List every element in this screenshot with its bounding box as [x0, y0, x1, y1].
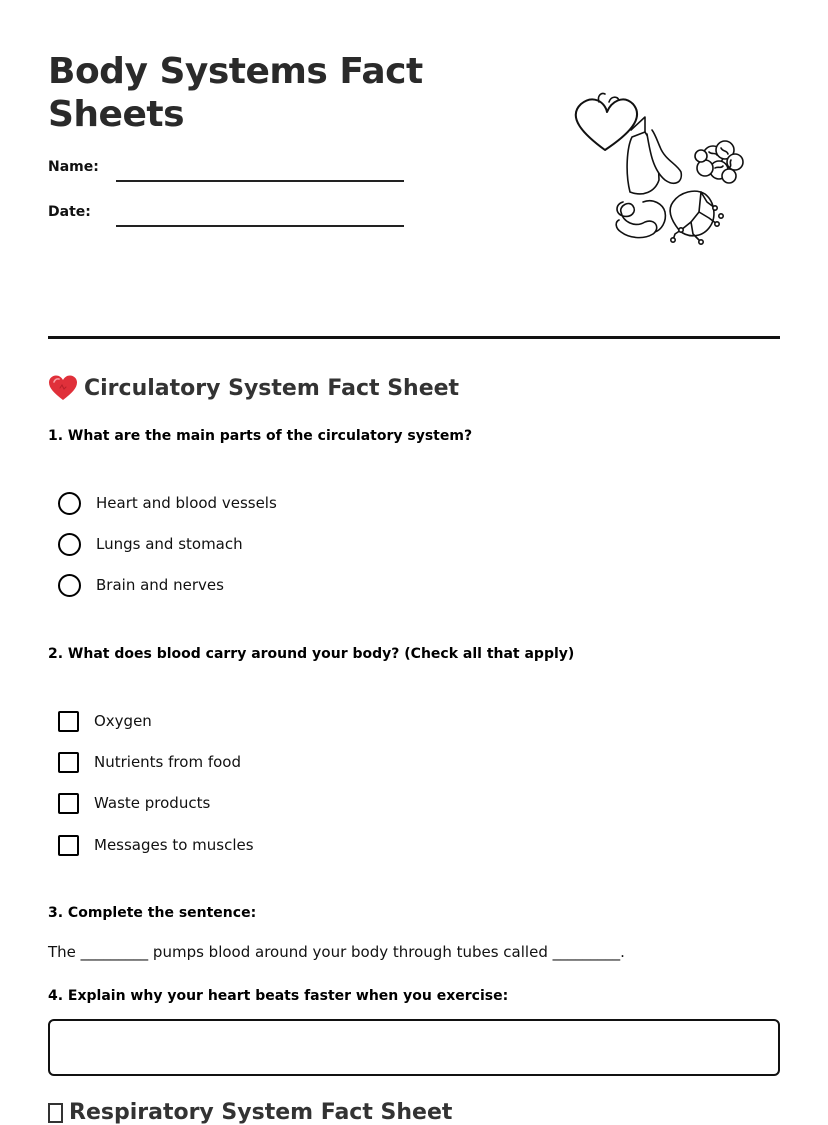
- date-label: Date:: [48, 204, 91, 220]
- q1-option-2[interactable]: [58, 532, 243, 556]
- name-field[interactable]: [116, 180, 404, 182]
- respiratory-title-text: Respiratory System Fact Sheet: [69, 1100, 453, 1125]
- radio-button[interactable]: [58, 492, 81, 515]
- option-label: Oxygen: [94, 712, 152, 730]
- option-label: Nutrients from food: [94, 753, 241, 771]
- circulatory-title-text: Circulatory System Fact Sheet: [84, 375, 460, 401]
- respiratory-section-title: [48, 1100, 452, 1125]
- circulatory-section-title: [48, 374, 459, 402]
- q1-option-3[interactable]: [58, 573, 224, 597]
- radio-button[interactable]: [58, 533, 81, 556]
- option-label: Messages to muscles: [94, 836, 254, 854]
- checkbox[interactable]: [58, 752, 79, 773]
- q2-option-1[interactable]: [58, 709, 152, 733]
- option-label: Heart and blood vessels: [96, 494, 277, 512]
- q2-option-2[interactable]: [58, 750, 241, 774]
- option-label: Lungs and stomach: [96, 535, 243, 553]
- q2-option-4[interactable]: [58, 833, 254, 857]
- section-divider: [48, 336, 780, 339]
- lungs-icon: [48, 1103, 63, 1123]
- checkbox[interactable]: [58, 711, 79, 732]
- q1-option-1[interactable]: [58, 491, 277, 515]
- date-field[interactable]: [116, 225, 404, 227]
- checkbox[interactable]: [58, 793, 79, 814]
- heart-icon: [48, 374, 78, 402]
- fill-in-sentence[interactable]: The _________ pumps blood around your body through tubes called _________.: [48, 943, 625, 961]
- question-3: 3. Complete the sentence:: [48, 905, 257, 921]
- option-label: Waste products: [94, 794, 211, 812]
- explanation-answer-box[interactable]: [48, 1019, 780, 1076]
- option-label: Brain and nerves: [96, 576, 224, 594]
- q2-option-3[interactable]: [58, 791, 210, 815]
- question-2: 2. What does blood carry around your body? (Check all that apply): [48, 646, 575, 662]
- name-label: Name:: [48, 159, 99, 175]
- body-organs-illustration: [505, 52, 765, 317]
- page-title: Body Systems Fact Sheets: [48, 51, 423, 135]
- question-1: 1. What are the main parts of the circulatory system?: [48, 428, 473, 444]
- checkbox[interactable]: [58, 835, 79, 856]
- question-4: 4. Explain why your heart beats faster when you exercise:: [48, 988, 509, 1004]
- radio-button[interactable]: [58, 574, 81, 597]
